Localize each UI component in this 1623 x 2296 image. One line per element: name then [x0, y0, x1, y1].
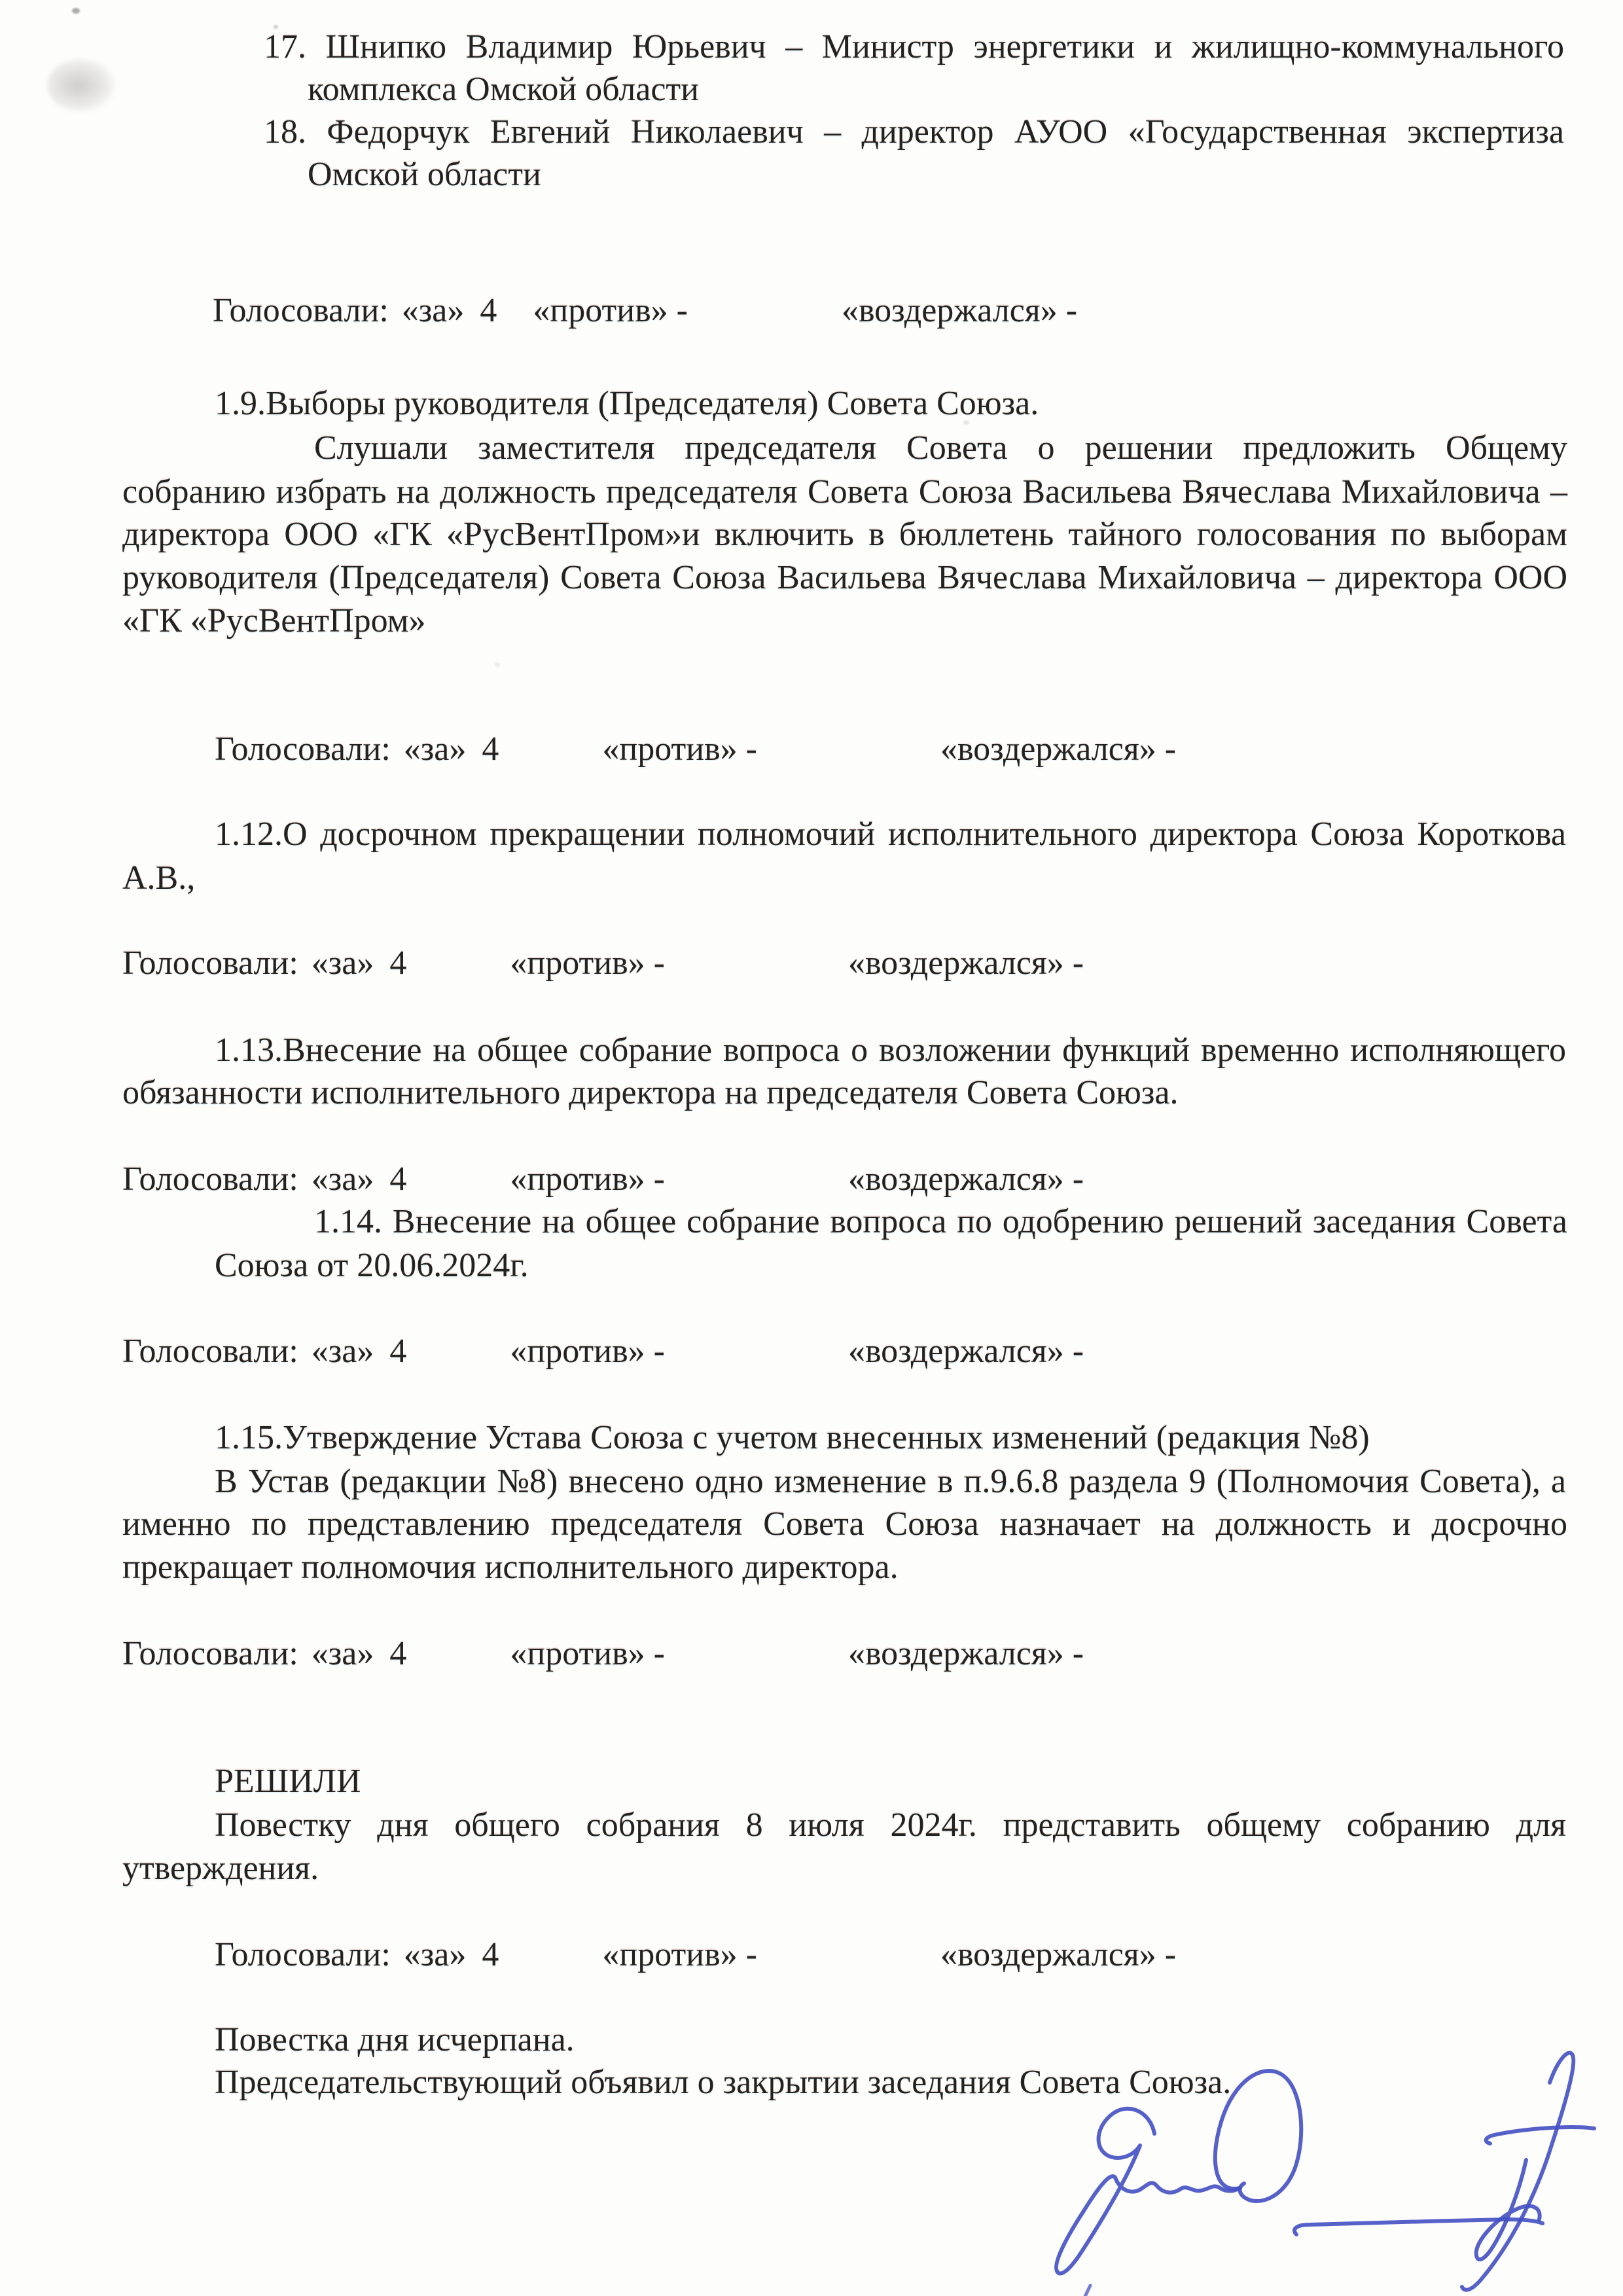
vote-abstained-label: «воздержался» -: [847, 1635, 1084, 1672]
resolution-heading: РЕШИЛИ: [215, 1763, 361, 1800]
vote-line: [215, 730, 1176, 768]
vote-line: [215, 1936, 1176, 1974]
vote-label: Голосовали:: [122, 1635, 298, 1672]
section-1-9-paragraph-line: директора ООО «ГК «РусВентПром»и включить в бюллетень тайного голосования по выборам: [122, 516, 1567, 553]
scan-smudge: [495, 662, 500, 667]
section-1-15-line: прекращает полномочия исполнительного директора.: [122, 1549, 899, 1586]
vote-label: Голосовали:: [122, 1333, 298, 1370]
vote-label: Голосовали:: [215, 1936, 391, 1973]
vote-for-label: «за»: [311, 944, 374, 982]
vote-label: Голосовали:: [215, 730, 391, 768]
vote-line: [122, 1635, 1084, 1673]
vote-for-label: «за»: [403, 730, 467, 768]
vote-against-label: «против» -: [602, 1936, 757, 1973]
resolution-line: утверждения.: [122, 1850, 319, 1887]
section-1-14-line: 1.14. Внесение на общее собрание вопроса по одобрению решений заседания Совета: [314, 1203, 1567, 1240]
signature-left: [1056, 2071, 1301, 2296]
vote-label: Голосовали:: [122, 1160, 298, 1198]
vote-against-label: «против» -: [510, 944, 665, 982]
vote-against-label: «против» -: [533, 292, 688, 329]
section-1-9-paragraph-line: Слушали заместителя председателя Совета о решении предложить Общему: [314, 429, 1567, 467]
vote-for-count: 4: [389, 1635, 407, 1672]
vote-against-label: «против» -: [602, 730, 757, 768]
scan-smudge: [72, 8, 80, 14]
section-1-14-line: Союза от 20.06.2024г.: [215, 1247, 529, 1284]
section-1-15-line: В Устав (редакции №8) внесено одно изменение в п.9.6.8 раздела 9 (Полномочия Совета), а: [215, 1463, 1566, 1500]
vote-for-label: «за»: [403, 1936, 467, 1973]
section-1-9-paragraph-line: «ГК «РусВентПром»: [122, 602, 426, 639]
attendee-item-17-line-2: комплекса Омской области: [308, 71, 699, 108]
resolution-line: Повестку дня общего собрания 8 июля 2024г. представить общему собранию для: [215, 1806, 1566, 1844]
section-1-9-paragraph-line: руководителя (Председателя) Совета Союза Васильева Вячеслава Михайловича – директора ООО: [122, 559, 1567, 596]
section-1-15-line: 1.15.Утверждение Устава Союза с учетом внесенных изменений (редакция №8): [215, 1419, 1370, 1456]
vote-for-count: 4: [389, 1160, 407, 1198]
section-1-13-line: обязанности исполнительного директора на председателя Совета Союза.: [122, 1074, 1179, 1111]
vote-label: Голосовали:: [213, 292, 389, 329]
vote-against-label: «против» -: [510, 1635, 665, 1672]
vote-label: Голосовали:: [122, 944, 298, 982]
vote-line: [122, 1333, 1084, 1371]
section-1-12-line: А.В.,: [122, 859, 196, 897]
vote-abstained-label: «воздержался» -: [841, 292, 1078, 329]
vote-abstained-label: «воздержался» -: [847, 944, 1084, 982]
vote-for-count: 4: [482, 730, 499, 768]
closing-line: Повестка дня исчерпана.: [215, 2021, 575, 2058]
vote-for-count: 4: [480, 292, 497, 329]
vote-abstained-label: «воздержался» -: [940, 1936, 1177, 1973]
vote-for-count: 4: [389, 944, 407, 982]
section-1-9-paragraph-line: собранию избрать на должность председателя Совета Союза Васильева Вячеслава Михайловича –: [122, 473, 1567, 511]
vote-against-label: «против» -: [510, 1160, 665, 1198]
vote-for-label: «за»: [311, 1635, 374, 1672]
vote-for-count: 4: [389, 1333, 407, 1370]
scan-smudge: [47, 58, 116, 113]
section-1-15-line: именно по представлению председателя Совета Союза назначает на должность и досрочно: [122, 1505, 1567, 1543]
vote-line: [122, 944, 1084, 982]
vote-for-count: 4: [482, 1936, 499, 1973]
attendee-item-18-line-2: Омской области: [308, 156, 541, 193]
vote-abstained-label: «воздержался» -: [847, 1160, 1084, 1198]
vote-abstained-label: «воздержался» -: [940, 730, 1177, 768]
vote-for-label: «за»: [401, 292, 465, 329]
vote-for-label: «за»: [311, 1160, 374, 1198]
section-1-9-title: 1.9.Выборы руководителя (Председателя) Совета Союза.: [215, 385, 1039, 422]
attendee-item-17-line-1: 17. Шнипко Владимир Юрьевич – Министр энергетики и жилищно-коммунального: [264, 28, 1564, 65]
section-1-13-line: 1.13.Внесение на общее собрание вопроса о возложении функций временно исполняющего: [215, 1031, 1566, 1069]
attendee-item-18-line-1: 18. Федорчук Евгений Николаевич – директор АУОО «Государственная экспертиза: [264, 113, 1564, 151]
vote-against-label: «против» -: [510, 1333, 665, 1370]
vote-for-label: «за»: [311, 1333, 374, 1370]
vote-line: [213, 292, 1077, 330]
section-1-12-line: 1.12.О досрочном прекращении полномочий исполнительного директора Союза Короткова: [215, 816, 1566, 853]
closing-line: Председательствующий объявил о закрытии заседания Совета Союза.: [215, 2064, 1232, 2101]
vote-abstained-label: «воздержался» -: [847, 1333, 1084, 1370]
vote-line: [122, 1160, 1084, 1198]
signature-right: [1294, 2053, 1594, 2289]
